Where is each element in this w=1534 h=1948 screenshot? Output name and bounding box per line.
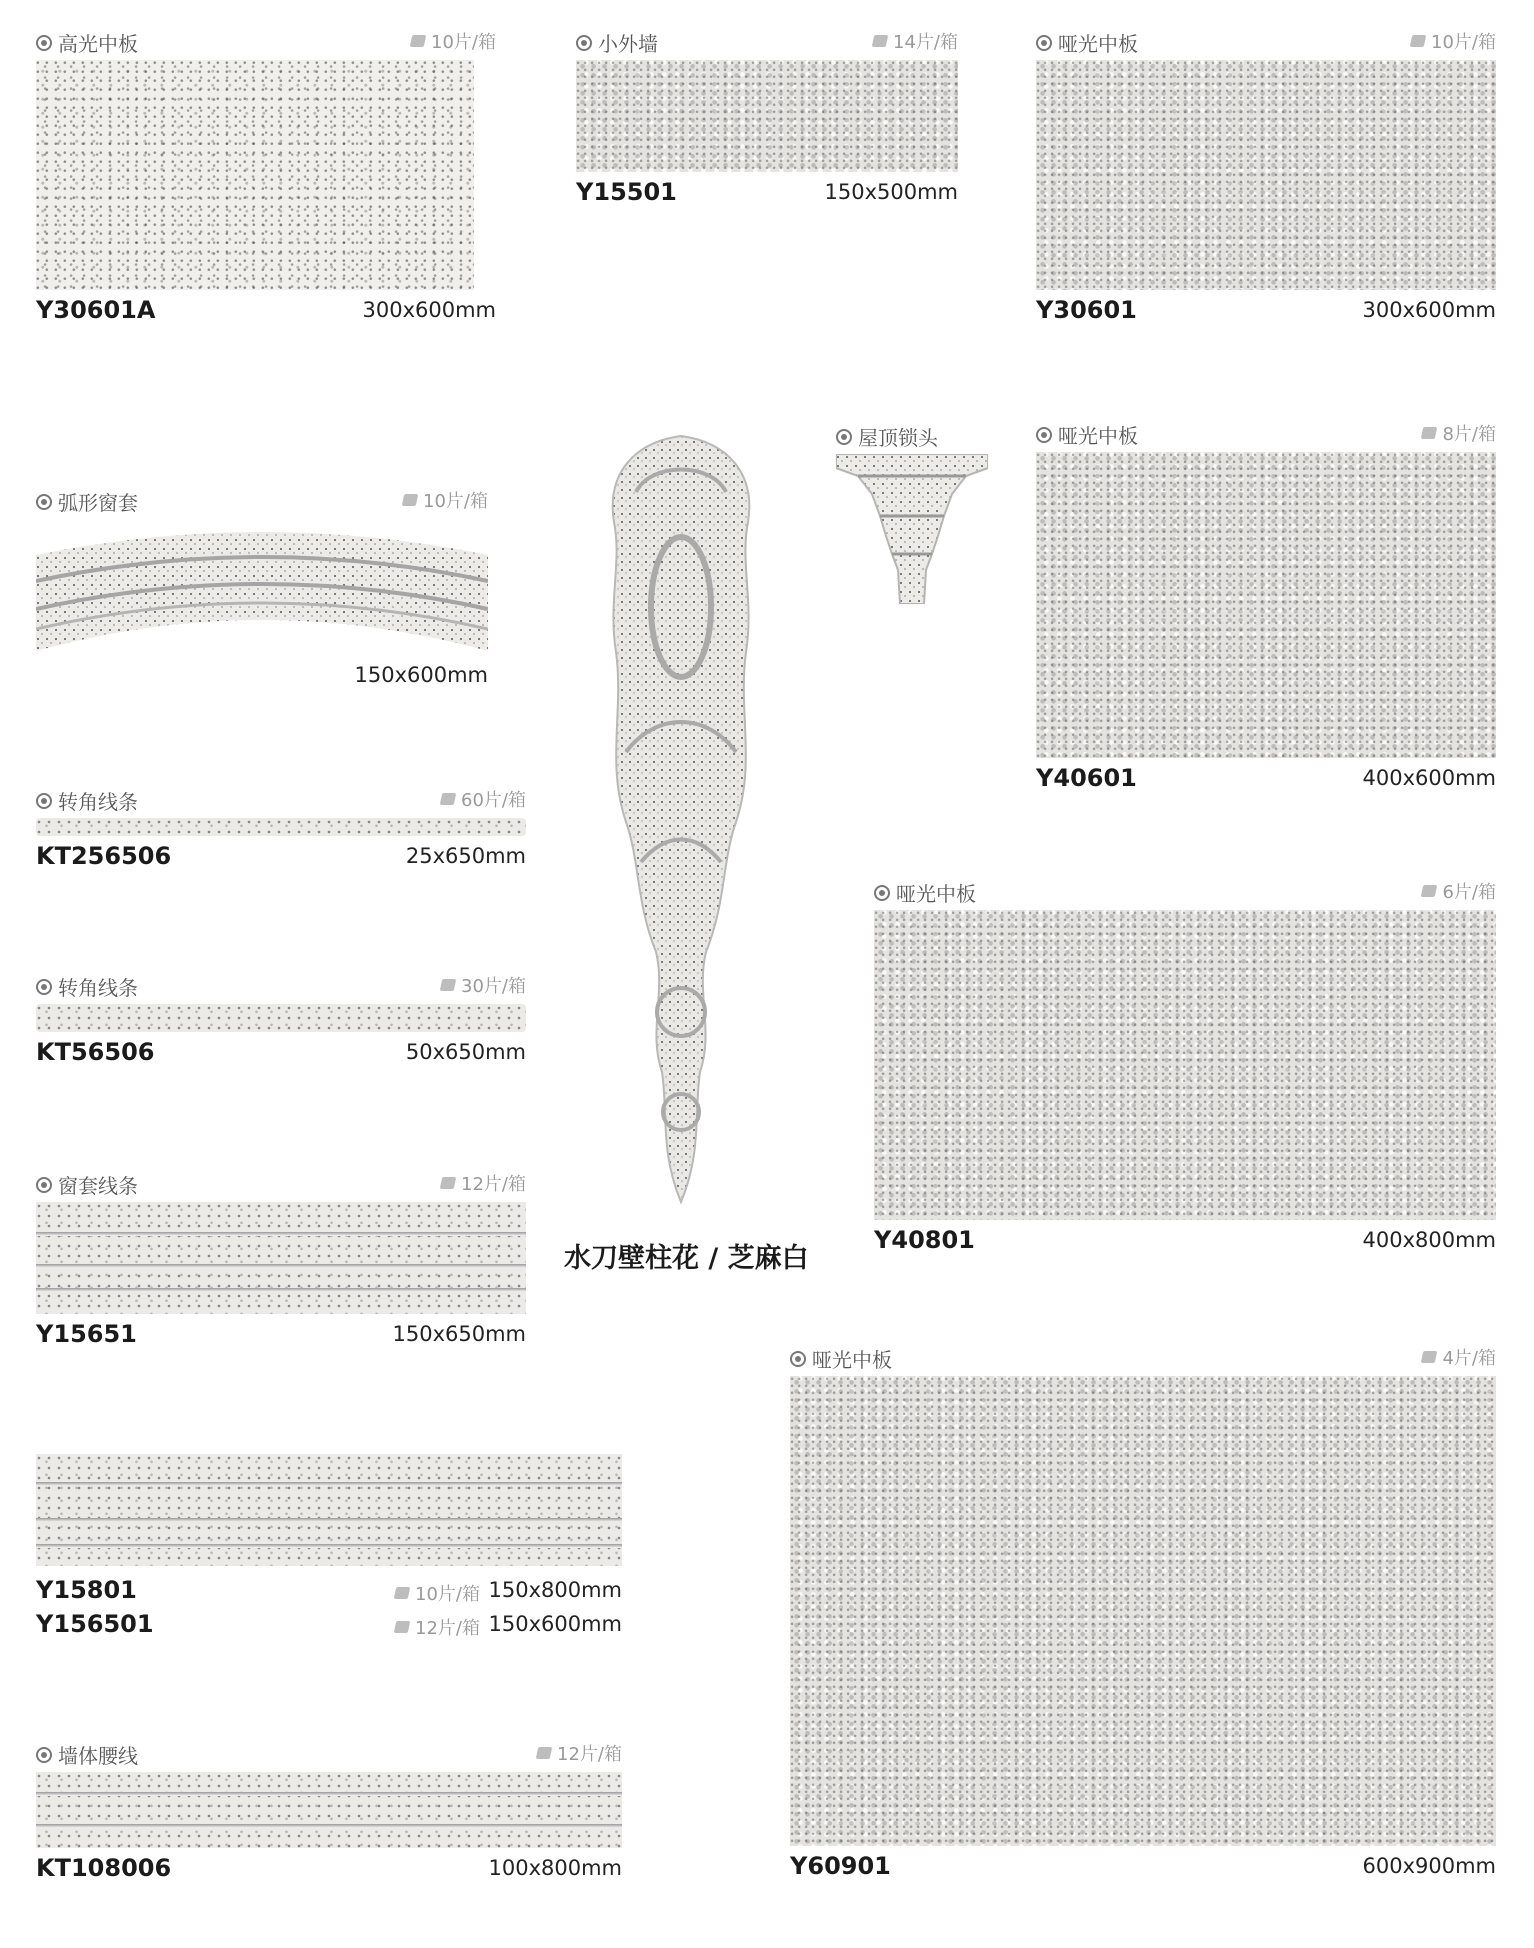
- category-label: 哑光中板: [1036, 420, 1138, 449]
- card-header: [36, 24, 496, 60]
- card-header: [36, 483, 488, 519]
- product-code: Y30601A: [36, 296, 156, 324]
- product-size: 400x600mm: [1362, 766, 1496, 790]
- card-footer: [36, 836, 526, 870]
- box-icon: [536, 1747, 553, 1759]
- product-size: 150x600mm: [354, 663, 488, 687]
- product-size: 100x800mm: [488, 1856, 622, 1880]
- card-header: [1036, 416, 1496, 452]
- radio-bullet-icon: [36, 1177, 52, 1193]
- box-icon: [410, 35, 427, 47]
- category-label: 转角线条: [36, 786, 138, 815]
- product-code: Y40801: [874, 1226, 975, 1254]
- product-size: 300x600mm: [362, 298, 496, 322]
- product-card-kt108006[interactable]: [36, 1736, 622, 1882]
- box-icon: [1421, 1351, 1438, 1363]
- card-footer: [36, 655, 488, 685]
- box-quantity: 10片/箱: [395, 1580, 480, 1606]
- card-header: [36, 1166, 526, 1202]
- product-card-y60901[interactable]: [790, 1340, 1496, 1880]
- pillar-caption: 水刀壁柱花 / 芝麻白: [564, 1243, 809, 1274]
- box-quantity: 30片/箱: [441, 972, 526, 998]
- radio-bullet-icon: [36, 35, 52, 51]
- box-icon: [394, 1621, 411, 1633]
- product-code: Y40601: [1036, 764, 1137, 792]
- category-label: 高光中板: [36, 28, 138, 57]
- box-quantity: 8片/箱: [1422, 420, 1496, 446]
- box-quantity: 10片/箱: [411, 28, 496, 54]
- tile-image: [874, 910, 1496, 1220]
- product-size: 150x650mm: [392, 1322, 526, 1346]
- arch-molding-image: [36, 519, 488, 651]
- spec-row: [36, 1604, 622, 1639]
- card-header: [836, 418, 988, 454]
- product-card-y15801[interactable]: [36, 1454, 622, 1639]
- card-footer: [36, 1032, 526, 1066]
- pillar-flower-ornament-image: [596, 432, 766, 1212]
- card-header: [36, 782, 526, 818]
- box-quantity: 14片/箱: [873, 28, 958, 54]
- card-footer: [1036, 290, 1496, 324]
- product-card-y40801[interactable]: [874, 874, 1496, 1254]
- radio-bullet-icon: [1036, 35, 1052, 51]
- box-quantity: 6片/箱: [1422, 878, 1496, 904]
- corner-strip-image: [36, 818, 526, 836]
- tile-image: [576, 60, 958, 172]
- card-header: [576, 24, 958, 60]
- box-icon: [1421, 885, 1438, 897]
- product-size: 50x650mm: [405, 1040, 526, 1064]
- tile-image: [36, 60, 474, 290]
- product-size: 400x800mm: [1362, 1228, 1496, 1252]
- card-footer: [874, 1220, 1496, 1254]
- card-header: [874, 874, 1496, 910]
- product-size: 150x800mm: [488, 1578, 622, 1602]
- card-header: [790, 1340, 1496, 1376]
- product-size: 300x600mm: [1362, 298, 1496, 322]
- radio-bullet-icon: [576, 35, 592, 51]
- product-card-y30601a[interactable]: [36, 24, 496, 324]
- box-icon: [1421, 427, 1438, 439]
- product-code: KT56506: [36, 1038, 155, 1066]
- card-header: [36, 968, 526, 1004]
- box-icon: [440, 1177, 457, 1189]
- category-label: 哑光中板: [874, 878, 976, 907]
- waist-line-image: [36, 1772, 622, 1848]
- category-label: 哑光中板: [1036, 28, 1138, 57]
- radio-bullet-icon: [36, 793, 52, 809]
- card-footer: [790, 1846, 1496, 1880]
- card-footer: [576, 172, 958, 206]
- tile-image: [1036, 60, 1496, 290]
- category-label: 窗套线条: [36, 1170, 138, 1199]
- box-icon: [440, 979, 457, 991]
- card-footer: [36, 1848, 622, 1882]
- card-footer: [36, 1314, 526, 1348]
- product-card-roof-keystone[interactable]: [836, 418, 988, 608]
- card-footer: [1036, 758, 1496, 792]
- product-card-kt256506[interactable]: [36, 782, 526, 870]
- radio-bullet-icon: [790, 1351, 806, 1367]
- radio-bullet-icon: [1036, 427, 1052, 443]
- product-card-y15501[interactable]: [576, 24, 958, 206]
- box-quantity: 4片/箱: [1422, 1344, 1496, 1370]
- box-icon: [440, 793, 457, 805]
- product-code: Y15501: [576, 178, 677, 206]
- product-card-kt56506[interactable]: [36, 968, 526, 1066]
- box-icon: [1410, 35, 1427, 47]
- product-card-arch-window-trim[interactable]: [36, 483, 488, 685]
- box-icon: [402, 494, 419, 506]
- category-label: 转角线条: [36, 972, 138, 1001]
- box-quantity: 10片/箱: [403, 487, 488, 513]
- category-label: 弧形窗套: [36, 487, 138, 516]
- box-quantity: 60片/箱: [441, 786, 526, 812]
- category-label: 墙体腰线: [36, 1740, 138, 1769]
- product-code: Y30601: [1036, 296, 1137, 324]
- product-code: Y60901: [790, 1852, 891, 1880]
- window-trim-image: [36, 1202, 526, 1314]
- keystone-image: [836, 454, 988, 604]
- product-card-y40601[interactable]: [1036, 416, 1496, 792]
- product-code: Y15651: [36, 1320, 137, 1348]
- corner-strip-image: [36, 1004, 526, 1032]
- box-quantity: 12片/箱: [537, 1740, 622, 1766]
- radio-bullet-icon: [36, 1747, 52, 1763]
- radio-bullet-icon: [36, 979, 52, 995]
- product-code: Y15801: [36, 1576, 137, 1604]
- card-footer: [36, 290, 496, 324]
- product-code: KT256506: [36, 842, 172, 870]
- box-quantity: 10片/箱: [1411, 28, 1496, 54]
- tile-image: [1036, 452, 1496, 758]
- radio-bullet-icon: [874, 885, 890, 901]
- box-quantity: 12片/箱: [441, 1170, 526, 1196]
- product-size: 600x900mm: [1362, 1854, 1496, 1878]
- category-label: 小外墙: [576, 28, 658, 57]
- product-code: Y156501: [36, 1610, 154, 1638]
- product-size: 150x500mm: [824, 180, 958, 204]
- box-quantity: 12片/箱: [395, 1614, 480, 1640]
- window-trim-image: [36, 1454, 622, 1566]
- product-size: 25x650mm: [405, 844, 526, 868]
- box-icon: [394, 1587, 411, 1599]
- radio-bullet-icon: [836, 429, 852, 445]
- card-header: [36, 1736, 622, 1772]
- product-card-y15651[interactable]: [36, 1166, 526, 1348]
- card-header: [1036, 24, 1496, 60]
- radio-bullet-icon: [36, 494, 52, 510]
- product-code: KT108006: [36, 1854, 172, 1882]
- category-label: 哑光中板: [790, 1344, 892, 1373]
- product-size: 150x600mm: [488, 1612, 622, 1636]
- category-label: 屋顶锁头: [836, 422, 938, 451]
- tile-image: [790, 1376, 1496, 1846]
- spec-row: [36, 1570, 622, 1605]
- product-card-y30601[interactable]: [1036, 24, 1496, 324]
- box-icon: [872, 35, 889, 47]
